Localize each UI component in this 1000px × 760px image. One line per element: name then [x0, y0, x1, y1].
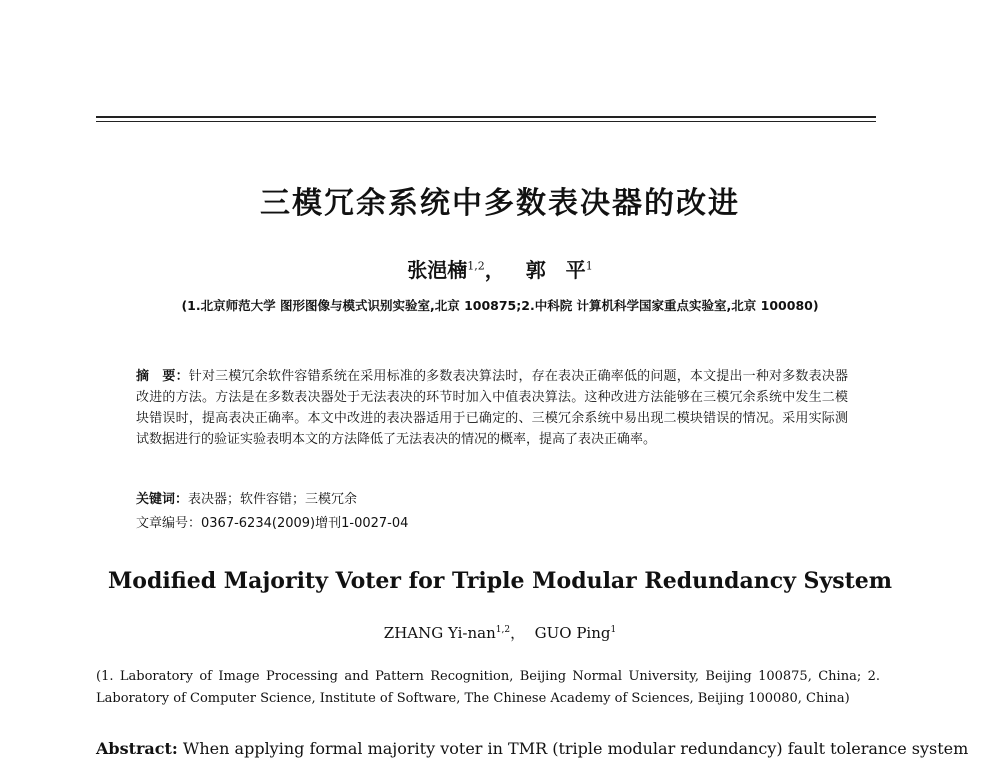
author-separator-zh: ， — [484, 258, 505, 282]
header-rule-top — [96, 116, 876, 118]
header-rule-bottom — [96, 121, 876, 122]
article-number-value-zh: 0367-6234(2009)增刊1-0027-04 — [201, 516, 409, 531]
authors-en — [0, 622, 1000, 643]
author-2-en: GUO Ping — [534, 624, 611, 642]
authors-zh — [0, 254, 1000, 283]
keywords-zh — [136, 488, 357, 507]
abstract-text-en: When applying formal majority voter in TMR (triple modular redundancy) fault tolerance system — [177, 739, 969, 758]
author-1-zh: 张浥楠 — [407, 258, 468, 282]
author-1-affil-en: 1,2 — [495, 625, 511, 635]
author-2-zh: 郭 平 — [525, 258, 586, 282]
affiliation-en: (1. Laboratory of Image Processing and Pattern Recognition, Beijing Normal University, Beijing 100875, China; 2. Laboratory of Computer Science, Institute of Software, The Chinese Academy of Sciences, Beijing 100080, China) — [96, 669, 880, 706]
author-separator-en: ， — [510, 624, 526, 642]
affiliation-zh: (1.北京师范大学 图形图像与模式识别实验室,北京 100875;2.中科院 计算机科学国家重点实验室,北京 100080) — [181, 298, 819, 313]
abstract-label-zh: 摘 要： — [136, 369, 189, 384]
author-2-affil-en: 1 — [610, 625, 617, 635]
author-1-affil-zh: 1,2 — [467, 259, 485, 273]
paper-title-en: Modified Majority Voter for Triple Modular Redundancy System — [107, 568, 893, 594]
article-number-zh — [136, 512, 408, 531]
article-number-label-zh: 文章编号： — [136, 516, 202, 531]
keywords-text-zh: 表决器；软件容错；三模冗余 — [188, 492, 358, 507]
author-1-en: ZHANG Yi-nan — [383, 624, 496, 642]
abstract-text-zh: 针对三模冗余软件容错系统在采用标准的多数表决算法时，存在表决正确率低的问题，本文提出一种对多数表决器改进的方法。方法是在多数表决器处于无法表决的环节时加入中值表决算法。这种改进方法能够在三模冗余系统中发生二模块错误时，提高表决正确率。本文中改进的表决器适用于已确定的、三模冗余系统中易出现二模块错误的情况。采用实际测试数据进行的验证实验表明本文的方法降低了无法表决的情况的概率，提高了表决正确率。 — [136, 369, 848, 447]
keywords-label-zh: 关键词： — [136, 492, 189, 507]
abstract-en — [96, 738, 969, 760]
abstract-zh — [136, 366, 848, 450]
author-2-affil-zh: 1 — [585, 259, 593, 273]
abstract-label-en: Abstract: — [96, 739, 178, 758]
paper-title-zh: 三模冗余系统中多数表决器的改进 — [260, 186, 740, 221]
